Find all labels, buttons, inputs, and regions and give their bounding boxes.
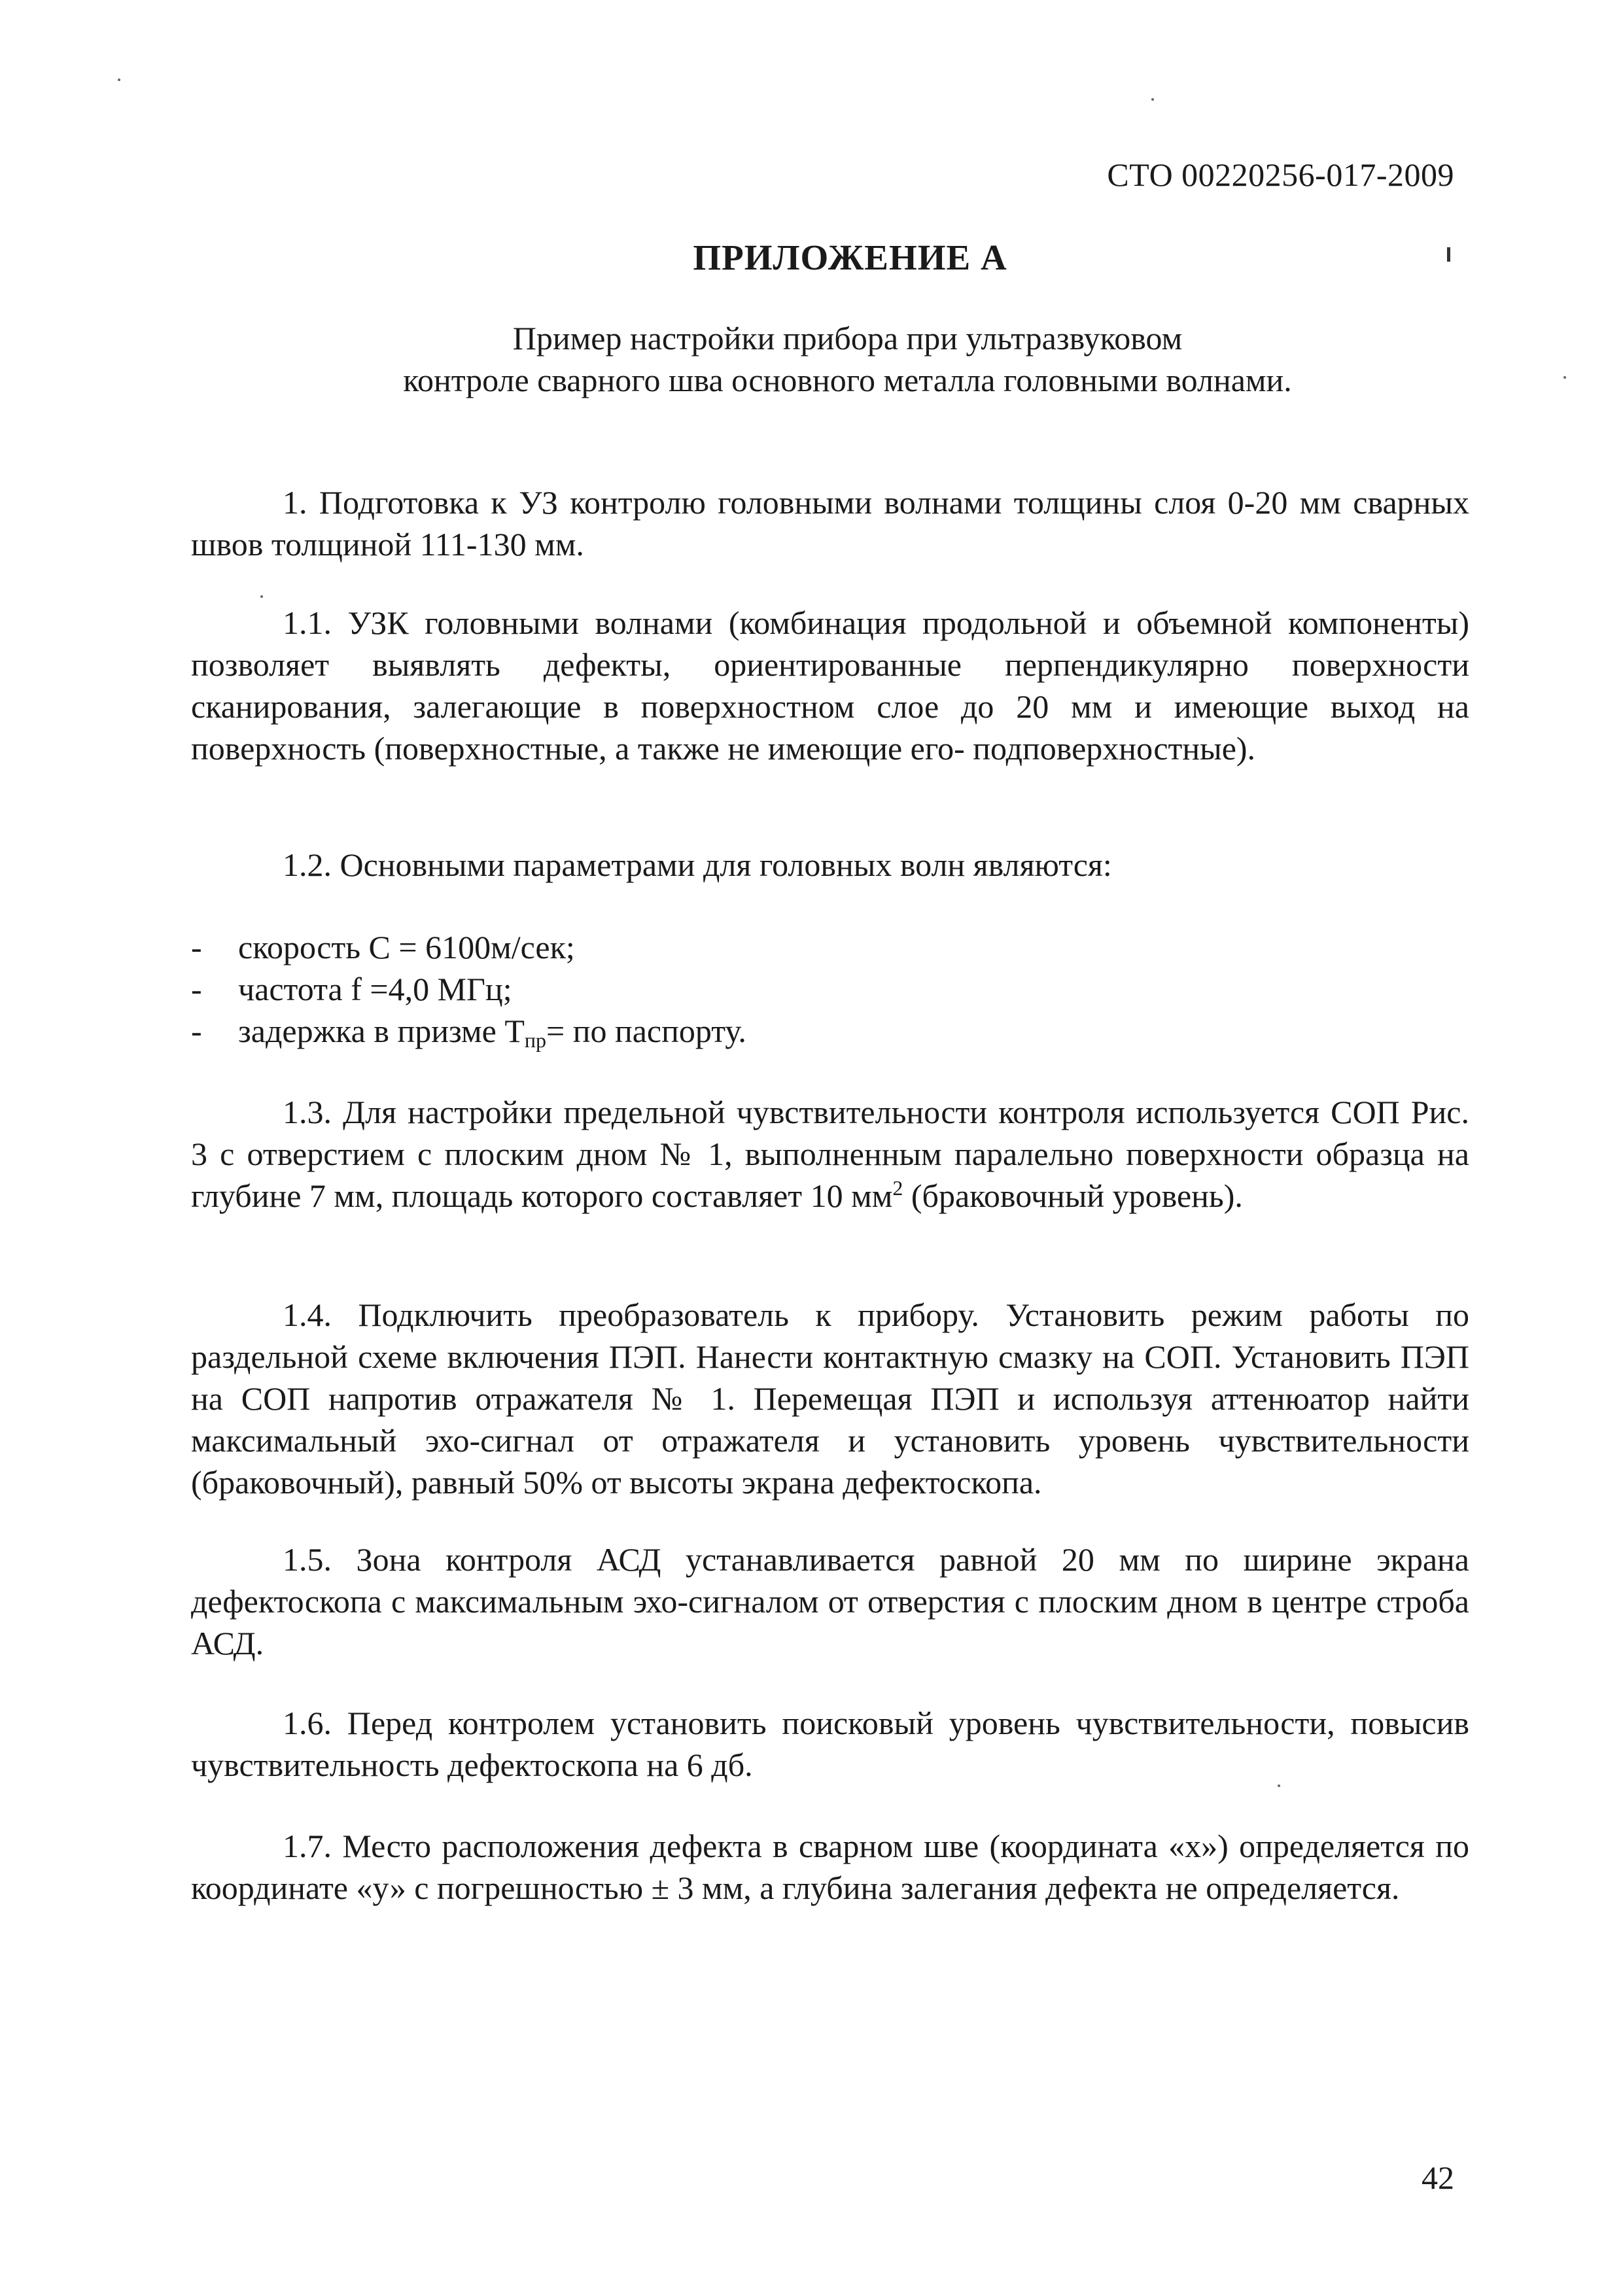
section-1-3-tail: (браковочный уровень). — [903, 1177, 1243, 1214]
list-item — [191, 1010, 746, 1052]
subtitle-line-2: контроле сварного шва основного металла головными волнами. — [403, 362, 1292, 398]
section-1-7: 1.7. Место расположения дефекта в сварном шве (координата «х») определяется по координате «у» с погрешностью ± 3 мм, а глубина залегания дефекта не определяется. — [191, 1828, 1469, 1906]
section-1-1: 1.1. УЗК головными волнами (комбинация продольной и объемной компоненты) позволяет выявлять дефекты, ориентированные перпендикулярно поверхности сканирования, залегающие в поверхностном слое до 20 мм и имеющие выход на поверхность (поверхностные, а также не имеющие его- подповерхностные). — [191, 604, 1469, 767]
list-dash: - — [191, 929, 202, 965]
section-1-4: 1.4. Подключить преобразователь к прибору. Установить режим работы по раздельной схеме включения ПЭП. Нанести контактную смазку на СОП. Установить ПЭП на СОП напротив отражателя № 1. Перемещая ПЭП и используя аттенюатор найти максимальный эхо-сигнал от отражателя и установить уровень чувствительности (браковочный), равный 50% от высоты экрана дефектоскопа. — [191, 1296, 1469, 1501]
list-dash: - — [191, 971, 202, 1007]
list-item — [191, 968, 512, 1010]
section-1-5: 1.5. Зона контроля АСД устанавливается равной 20 мм по ширине экрана дефектоскопа с максимальным эхо-сигналом от отверстия с плоским дном в центре строба АСД. — [191, 1541, 1469, 1661]
section-1-3-text: 1.3. Для настройки предельной чувствительности контроля используется СОП Рис. 3 с отверстием с плоским дном № 1, выполненным паралельно поверхности образца на глубине 7 мм, площадь которого составляет 10 мм — [191, 1094, 1469, 1214]
appendix-title: ПРИЛОЖЕНИЕ А — [693, 237, 1007, 277]
document-code: СТО 00220256-017-2009 — [1107, 156, 1454, 193]
section-1-6: 1.6. Перед контролем установить поисковый уровень чувствительности, повысив чувствительность дефектоскопа на 6 дб. — [191, 1705, 1469, 1783]
section-1-3 — [191, 1091, 1469, 1217]
scan-speck — [118, 78, 120, 81]
scan-speck — [1151, 98, 1154, 101]
section-1-3-superscript: 2 — [892, 1176, 903, 1200]
scan-speck — [1563, 376, 1566, 379]
subtitle-line-1: Пример настройки прибора при ультразвуковом — [512, 320, 1183, 357]
scan-mark — [1447, 247, 1450, 262]
scan-speck — [1278, 1784, 1280, 1787]
list-item-subscript: пр — [524, 1028, 547, 1052]
list-item-text: скорость С = 6100м/сек; — [238, 929, 575, 965]
section-1: 1. Подготовка к УЗ контролю головными волнами толщины слоя 0-20 мм сварных швов толщиной 111-130 мм. — [191, 484, 1469, 563]
list-item-text: частота f =4,0 МГц; — [238, 971, 512, 1007]
list-item-text: = по паспорту. — [546, 1013, 746, 1049]
scan-speck — [260, 595, 263, 598]
section-1-2: 1.2. Основными параметрами для головных волн являются: — [283, 846, 1112, 883]
page-number: 42 — [1422, 2159, 1454, 2196]
list-dash: - — [191, 1013, 202, 1049]
list-item-text: задержка в призме Т — [238, 1013, 525, 1049]
list-item — [191, 926, 575, 968]
